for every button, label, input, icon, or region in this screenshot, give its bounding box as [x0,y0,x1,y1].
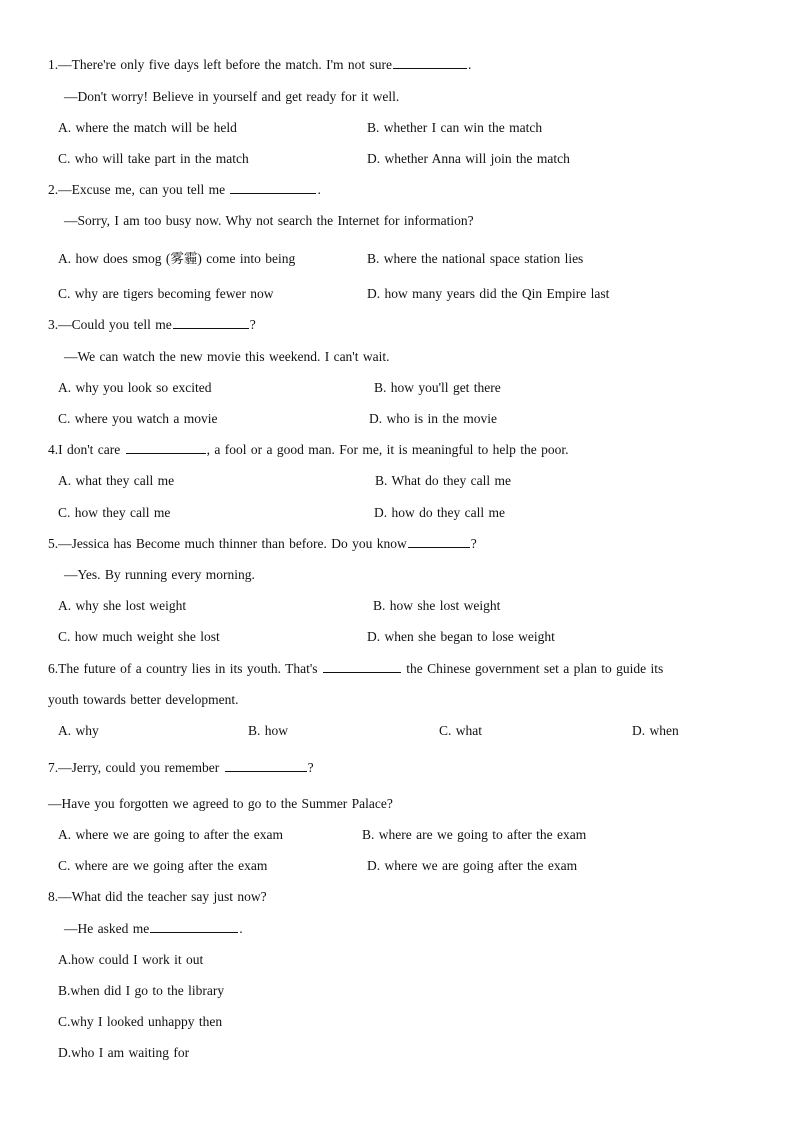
question-6-text-end: the Chinese government set a plan to guide its [401,661,664,676]
answer-blank [150,920,238,933]
question-8-response-end: . [239,921,243,936]
question-3-text-end: ? [249,317,256,332]
question-5-text: 5.—Jessica has Become much thinner than before. Do you know [48,536,407,551]
question-8-response-text: —He asked me [64,921,150,936]
answer-blank [408,535,470,548]
question-2-prompt [48,181,321,199]
question-1-option-d: D. whether Anna will join the match [367,151,570,166]
question-5-option-d: D. when she began to lose weight [367,629,555,644]
question-7-prompt [48,759,314,777]
answer-blank [230,181,316,194]
question-8-response [64,920,243,938]
question-2-option-d: D. how many years did the Qin Empire last [367,286,610,301]
answer-blank [323,660,401,673]
question-8-prompt: 8.—What did the teacher say just now? [48,889,267,904]
question-6-option-a: A. why [58,723,99,738]
question-8-option-c: C.why I looked unhappy then [58,1014,223,1029]
question-3-response: —We can watch the new movie this weekend. I can't wait. [64,349,390,364]
question-4-text-end: , a fool or a good man. For me, it is meaningful to help the poor. [206,442,569,457]
question-2-option-c: C. why are tigers becoming fewer now [58,286,274,301]
answer-blank [393,56,467,69]
question-7-response: —Have you forgotten we agreed to go to the Summer Palace? [48,796,393,811]
question-7-option-b: B. where are we going to after the exam [362,827,587,842]
question-4-option-c: C. how they call me [58,505,171,520]
question-4-option-d: D. how do they call me [374,505,505,520]
answer-blank [126,441,206,454]
question-6-prompt [48,660,663,678]
question-6-continuation: youth towards better development. [48,692,239,707]
question-8-option-d: D.who I am waiting for [58,1045,190,1060]
question-1-text-end: . [468,57,472,72]
question-5-option-b: B. how she lost weight [373,598,501,613]
question-5-text-end: ? [470,536,477,551]
answer-blank [225,759,307,772]
question-5-prompt [48,535,477,553]
question-1-option-c: C. who will take part in the match [58,151,249,166]
question-2-option-a: A. how does smog (雾霾) come into being [58,251,296,266]
question-4-option-b: B. What do they call me [375,473,511,488]
question-8-option-b: B.when did I go to the library [58,983,225,998]
question-3-option-b: B. how you'll get there [374,380,501,395]
question-4-prompt [48,441,568,459]
question-2-text: 2.—Excuse me, can you tell me [48,182,230,197]
question-6-text: 6.The future of a country lies in its youth. That's [48,661,322,676]
question-1-option-a: A. where the match will be held [58,120,237,135]
question-7-option-a: A. where we are going to after the exam [58,827,284,842]
question-1-text: 1.—There're only five days left before the match. I'm not sure [48,57,392,72]
question-1-response: —Don't worry! Believe in yourself and get ready for it well. [64,89,400,104]
question-5-option-c: C. how much weight she lost [58,629,220,644]
question-5-option-a: A. why she lost weight [58,598,187,613]
question-1-option-b: B. whether I can win the match [367,120,543,135]
question-7-option-d: D. where we are going after the exam [367,858,578,873]
question-3-option-a: A. why you look so excited [58,380,212,395]
question-4-text: 4.I don't care [48,442,125,457]
question-2-text-end: . [317,182,321,197]
question-2-option-b: B. where the national space station lies [367,251,584,266]
question-7-option-c: C. where are we going after the exam [58,858,268,873]
question-4-option-a: A. what they call me [58,473,175,488]
question-3-prompt [48,316,256,334]
question-3-option-c: C. where you watch a movie [58,411,218,426]
question-1-prompt [48,56,471,74]
question-8-option-a: A.how could I work it out [58,952,204,967]
question-6-option-d: D. when [632,723,679,738]
answer-blank [173,316,249,329]
question-7-text-end: ? [307,760,314,775]
question-5-response: —Yes. By running every morning. [64,567,255,582]
question-7-text: 7.—Jerry, could you remember [48,760,224,775]
question-6-option-b: B. how [248,723,289,738]
question-6-option-c: C. what [439,723,482,738]
question-3-option-d: D. who is in the movie [369,411,497,426]
question-2-response: —Sorry, I am too busy now. Why not search the Internet for information? [64,213,474,228]
question-3-text: 3.—Could you tell me [48,317,172,332]
